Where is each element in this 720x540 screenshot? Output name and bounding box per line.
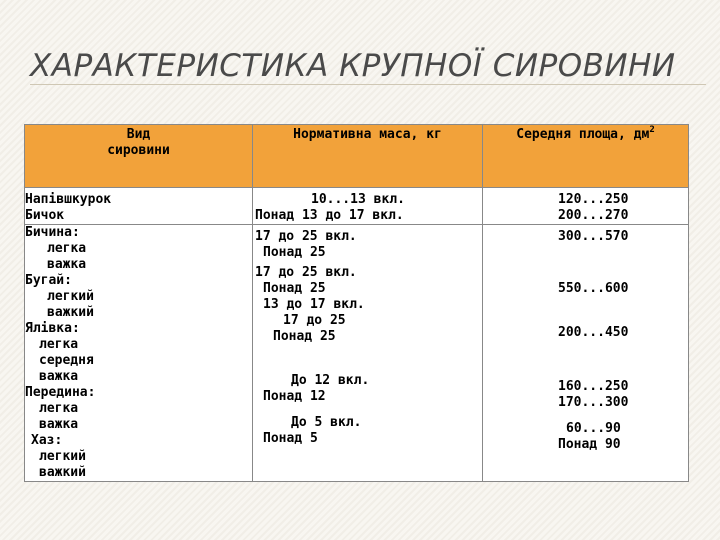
cell-line: легкий — [39, 449, 86, 464]
cell-line: легкий — [47, 289, 94, 304]
cell-line: 300...570 — [558, 229, 629, 244]
header-material-type — [25, 125, 253, 188]
cell-line: важка — [39, 417, 79, 432]
header-area-text: Середня площа, дм — [516, 127, 650, 142]
table-row — [25, 188, 689, 225]
header-label — [483, 127, 688, 143]
cell-line: 10...13 вкл. — [311, 192, 405, 207]
cell-line: легка — [39, 337, 79, 352]
header-label: Вид — [126, 127, 151, 142]
cell-line: Понад 25 — [263, 281, 326, 296]
cell-line: Понад 25 — [273, 329, 336, 344]
table-row — [25, 225, 689, 482]
header-label: Нормативна маса, кг — [293, 127, 442, 142]
cell-line: 200...450 — [558, 325, 629, 340]
cell-line: важкий — [39, 465, 86, 480]
cell-line: легка — [47, 241, 87, 256]
cell-line: Ялівка: — [25, 321, 80, 336]
cell-area — [483, 188, 689, 225]
cell-line: Понад 5 — [263, 431, 318, 446]
header-average-area — [483, 125, 689, 188]
cell-line: Напівшкурок — [25, 192, 112, 207]
cell-type — [25, 188, 253, 225]
cell-type — [25, 225, 253, 482]
cell-line: До 12 вкл. — [291, 373, 370, 388]
cell-line: важка — [47, 257, 87, 272]
cell-mass — [253, 188, 483, 225]
cell-line: Понад 13 до 17 вкл. — [255, 208, 404, 223]
raw-material-table — [24, 124, 689, 482]
header-label: сировини — [107, 143, 170, 158]
cell-line: Передина: — [25, 385, 96, 400]
cell-line: важкий — [47, 305, 94, 320]
cell-line: Хаз: — [31, 433, 63, 448]
title-divider — [30, 84, 706, 85]
cell-line: важка — [39, 369, 79, 384]
cell-line: 13 до 17 вкл. — [263, 297, 365, 312]
cell-mass — [253, 225, 483, 482]
cell-line: 170...300 — [558, 395, 629, 410]
cell-line: 17 до 25 — [283, 313, 346, 328]
cell-line: Бичок — [25, 208, 65, 223]
cell-area — [483, 225, 689, 482]
cell-line: Понад 25 — [263, 245, 326, 260]
cell-line: 160...250 — [558, 379, 629, 394]
cell-line: 550...600 — [558, 281, 629, 296]
cell-line: Бичина: — [25, 225, 80, 240]
cell-line: 17 до 25 вкл. — [255, 229, 357, 244]
cell-line: 120...250 — [558, 192, 629, 207]
cell-line: Понад 12 — [263, 389, 326, 404]
table-header-row — [25, 125, 689, 188]
cell-line: 200...270 — [558, 208, 629, 223]
slide-title: ХАРАКТЕРИСТИКА КРУПНОЇ СИРОВИНИ — [30, 48, 676, 84]
cell-line: легка — [39, 401, 79, 416]
header-normative-mass — [253, 125, 483, 188]
cell-line: середня — [39, 353, 94, 368]
header-area-sup: 2 — [649, 125, 655, 135]
cell-line: До 5 вкл. — [291, 415, 362, 430]
cell-line: 17 до 25 вкл. — [255, 265, 357, 280]
cell-line: 60...90 — [566, 421, 621, 436]
cell-line: Бугай: — [25, 273, 72, 288]
cell-line: Понад 90 — [558, 437, 621, 452]
